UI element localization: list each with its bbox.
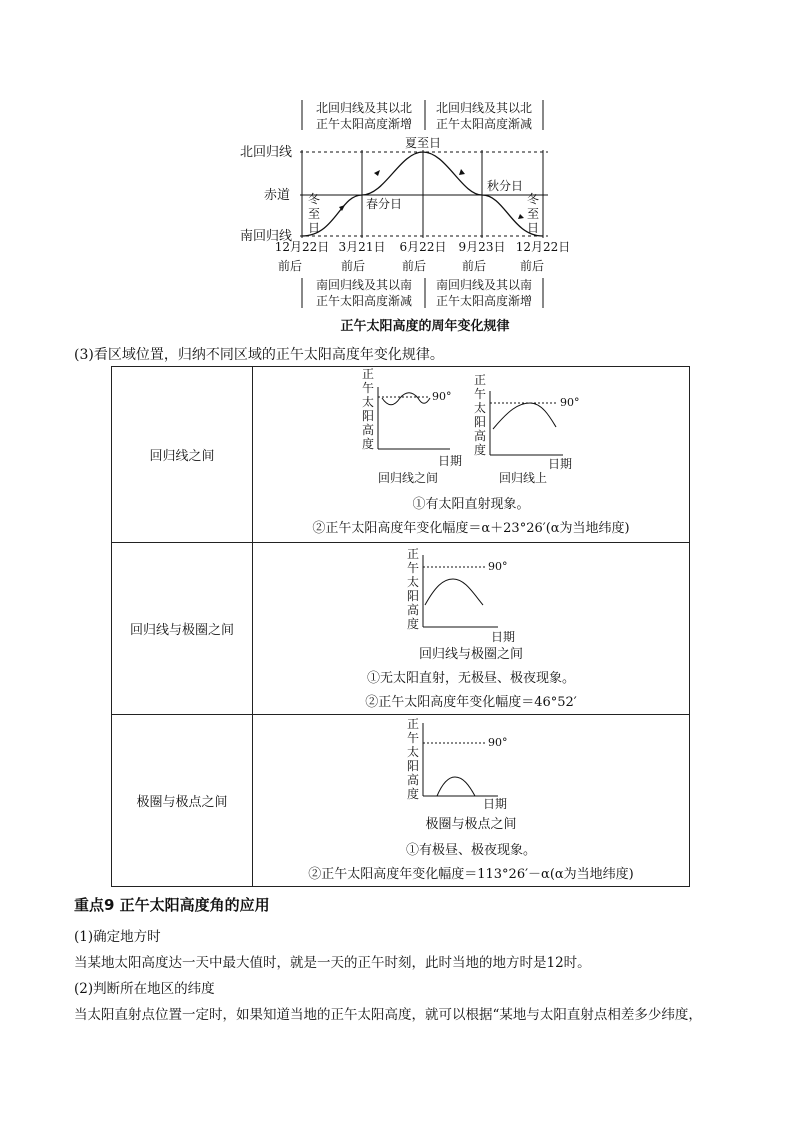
- winter-solstice2-char2: 至: [526, 207, 540, 221]
- date-2: 3月21日: [338, 240, 386, 254]
- svg-text:度: 度: [406, 787, 420, 801]
- svg-text:高: 高: [361, 423, 375, 437]
- x-axis-label: 日期: [491, 630, 516, 644]
- summer-solstice-label: 夏至日: [404, 136, 442, 150]
- note-2: ②正午太阳高度年变化幅度＝46°52′: [365, 695, 577, 710]
- date-1: 12月22日: [274, 240, 330, 254]
- winter-solstice-char2: 至: [307, 207, 321, 221]
- key9-heading: 重点9 正午太阳高度角的应用: [74, 896, 270, 914]
- svg-text:高: 高: [406, 773, 420, 787]
- region-detail: [253, 367, 690, 543]
- date-suffix-2: 前后: [340, 259, 366, 273]
- y-axis-label-left: [362, 367, 374, 451]
- ninety-label-right: 90°: [560, 396, 580, 409]
- svg-text:阳: 阳: [406, 759, 420, 773]
- svg-text:正: 正: [361, 367, 375, 381]
- date-labels: [275, 240, 571, 273]
- region-name: 极圈与极点之间: [112, 715, 253, 887]
- winter-solstice-char1: 冬: [307, 192, 321, 206]
- chart-tropic-to-polar: [403, 547, 553, 655]
- ninety-label-left: 90°: [432, 390, 452, 403]
- autumn-equinox-label: 秋分日: [486, 179, 524, 193]
- svg-text:度: 度: [406, 617, 420, 631]
- chart-between-tropics: [358, 367, 608, 487]
- bottom-bracket-labels: [302, 277, 543, 308]
- chart-caption: 极圈与极点之间: [425, 817, 517, 832]
- svg-text:太: 太: [361, 395, 375, 409]
- bottom-label-2-line1: 南回归线及其以南: [435, 278, 533, 292]
- annual-noon-sun-altitude-diagram: [0, 0, 800, 340]
- svg-text:高: 高: [473, 429, 487, 443]
- svg-text:阳: 阳: [361, 409, 375, 423]
- chart-polar-region: [403, 717, 553, 813]
- spring-equinox-label: 春分日: [365, 197, 403, 211]
- winter-solstice2-char3: 日: [526, 221, 540, 235]
- label-tropic-capricorn: 南回归线: [239, 229, 292, 244]
- regions-table: [111, 366, 690, 887]
- winter-solstice-char3: 日: [307, 221, 321, 235]
- ninety-label: 90°: [488, 560, 508, 573]
- key9-item-4: 当太阳直射点位置一定时，如果知道当地的正午太阳高度，就可以根据“某地与太阳直射点相差多少纬度，: [74, 1007, 702, 1023]
- note-1: ①有极昼、极夜现象。: [405, 843, 536, 858]
- top-label-1-line2: 正午太阳高度渐增: [315, 117, 413, 131]
- region-name: 回归线与极圈之间: [112, 543, 253, 715]
- note-1: ①无太阳直射，无极昼、极夜现象。: [366, 671, 575, 686]
- date-suffix-4: 前后: [461, 259, 487, 273]
- svg-text:太: 太: [406, 745, 420, 759]
- note-2: ②正午太阳高度年变化幅度＝α＋23°26′(α为当地纬度): [312, 521, 630, 536]
- svg-text:午: 午: [473, 387, 487, 401]
- winter-solstice2-char1: 冬: [526, 192, 540, 206]
- y-axis-label: [407, 717, 419, 801]
- svg-text:高: 高: [406, 603, 420, 617]
- svg-text:正: 正: [406, 717, 420, 731]
- top-label-1-line1: 北回归线及其以北: [315, 101, 413, 115]
- date-suffix-5: 前后: [519, 259, 545, 273]
- x-axis-label-right: 日期: [548, 457, 573, 471]
- top-bracket-labels: [302, 100, 543, 131]
- label-equator: 赤道: [263, 188, 290, 203]
- note-1: ①有太阳直射现象。: [412, 497, 530, 512]
- y-axis-label-right: [474, 373, 486, 457]
- diagram-caption: 正午太阳高度的周年变化规律: [340, 319, 510, 334]
- ninety-label: 90°: [488, 736, 508, 749]
- svg-text:午: 午: [406, 561, 420, 575]
- x-axis-label-left: 日期: [438, 454, 463, 468]
- chart-caption: 回归线与极圈之间: [418, 647, 523, 662]
- date-suffix-1: 前后: [277, 259, 303, 273]
- table-row: [112, 715, 690, 887]
- svg-text:正: 正: [473, 373, 487, 387]
- top-label-2-line1: 北回归线及其以北: [435, 101, 533, 115]
- svg-text:阳: 阳: [473, 415, 487, 429]
- bottom-label-2-line2: 正午太阳高度渐增: [435, 294, 533, 308]
- svg-text:阳: 阳: [406, 589, 420, 603]
- top-label-2-line2: 正午太阳高度渐减: [435, 117, 533, 131]
- key9-item-2: 当某地太阳高度达一天中最大值时，就是一天的正午时刻，此时当地的地方时是12时。: [74, 955, 591, 971]
- date-4: 9月23日: [458, 240, 506, 254]
- note-2: ②正午太阳高度年变化幅度＝113°26′－α(α为当地纬度): [308, 867, 634, 882]
- date-suffix-3: 前后: [401, 259, 427, 273]
- date-5: 12月22日: [515, 240, 571, 254]
- svg-text:太: 太: [406, 575, 420, 589]
- y-axis-label: [407, 547, 419, 631]
- date-3: 6月22日: [399, 240, 447, 254]
- section3-intro: (3)看区域位置，归纳不同区域的正午太阳高度年变化规律。: [74, 347, 444, 363]
- bottom-label-1-line2: 正午太阳高度渐减: [315, 294, 413, 308]
- chart-caption-left: 回归线之间: [377, 471, 439, 485]
- key9-item-3: (2)判断所在地区的纬度: [74, 981, 215, 997]
- table-row: [112, 367, 690, 543]
- region-detail: [253, 715, 690, 887]
- svg-text:午: 午: [406, 731, 420, 745]
- svg-text:午: 午: [361, 381, 375, 395]
- svg-text:度: 度: [361, 437, 375, 451]
- label-tropic-cancer: 北回归线: [239, 145, 292, 160]
- chart-caption-right: 回归线上: [498, 471, 548, 485]
- region-detail: [253, 543, 690, 715]
- svg-text:太: 太: [473, 401, 487, 415]
- svg-text:度: 度: [473, 443, 487, 457]
- x-axis-label: 日期: [483, 797, 508, 811]
- key9-item-1: (1)确定地方时: [74, 929, 161, 945]
- table-row: [112, 543, 690, 715]
- bottom-label-1-line1: 南回归线及其以南: [315, 278, 413, 292]
- svg-text:正: 正: [406, 547, 420, 561]
- region-name: 回归线之间: [112, 367, 253, 543]
